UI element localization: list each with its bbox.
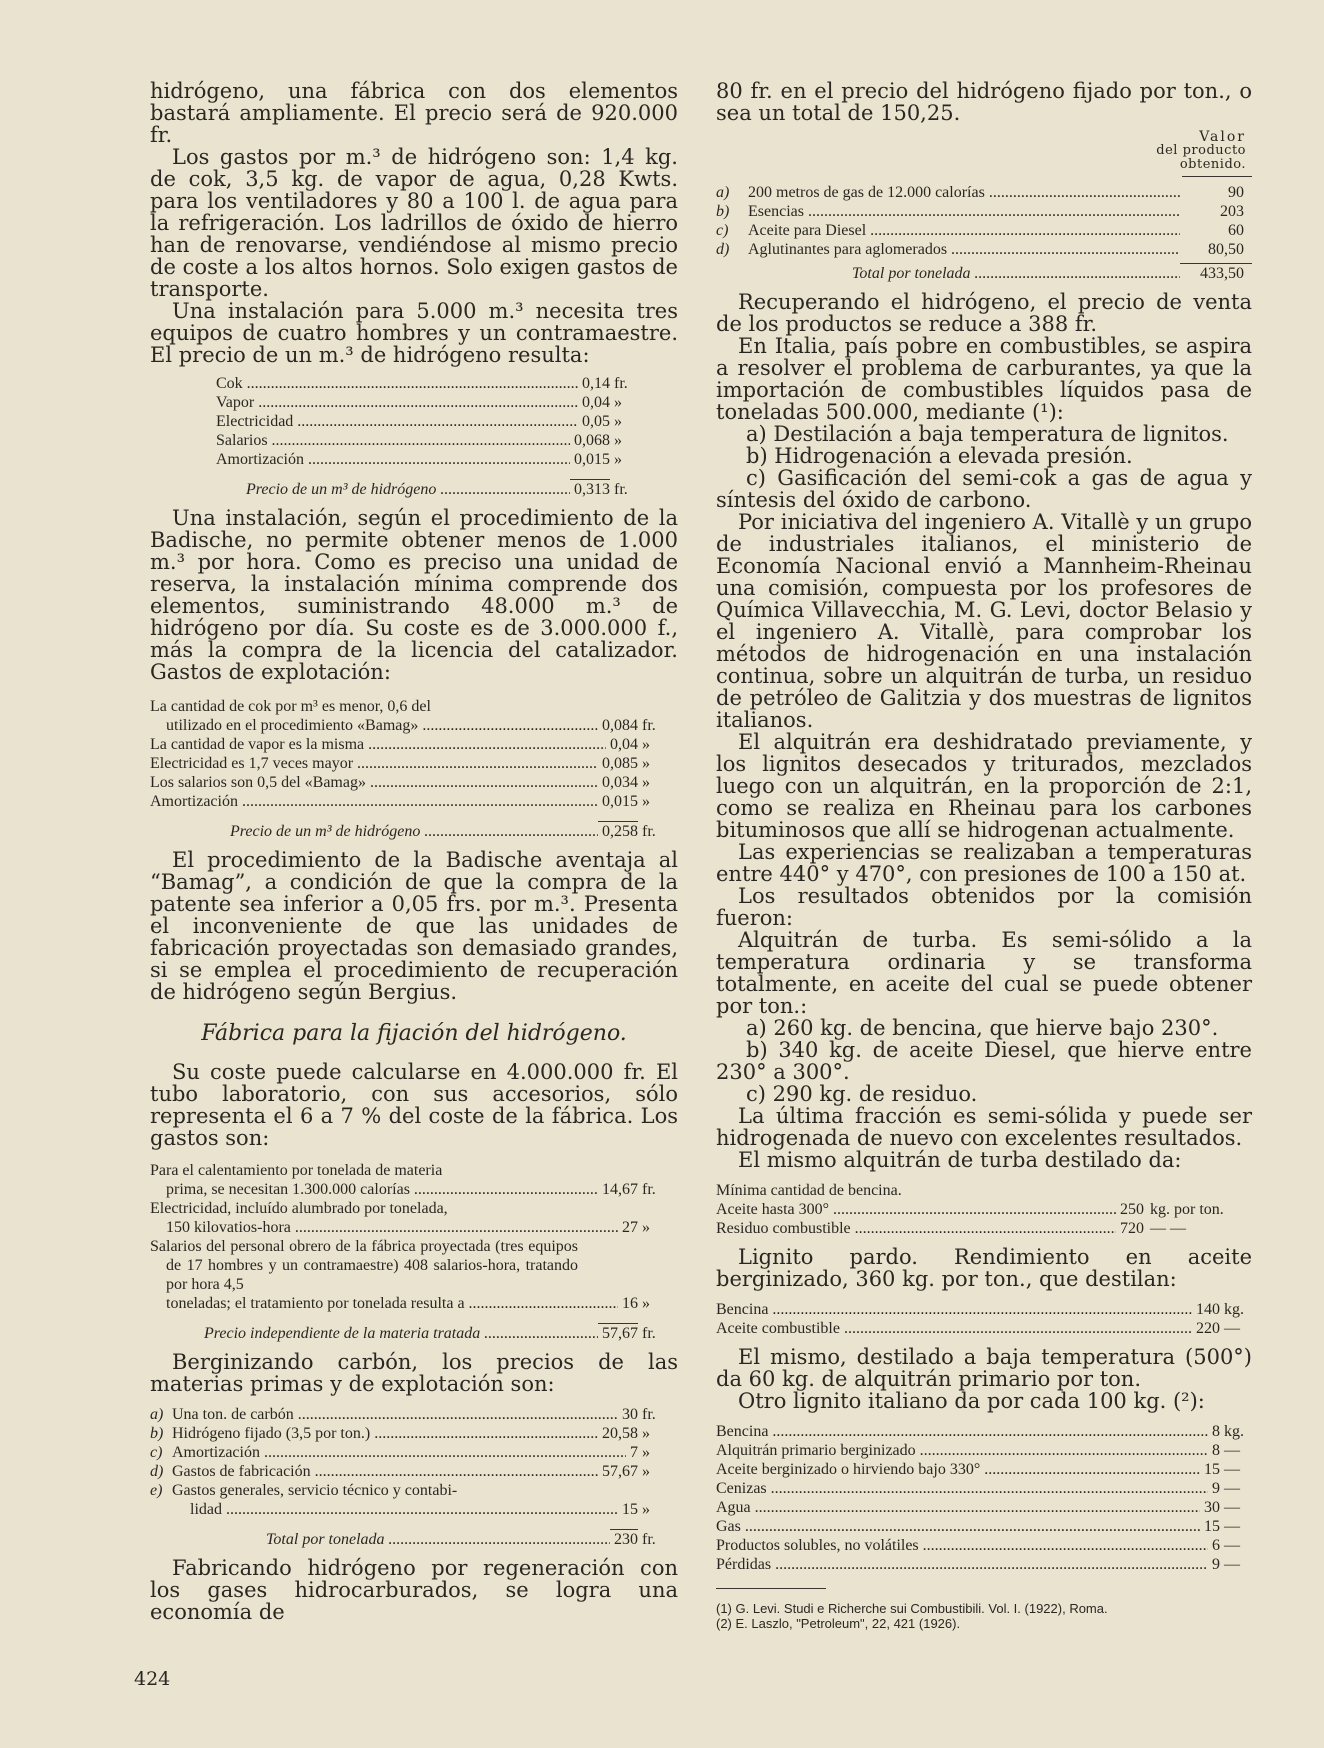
- paragraph: El mismo alquitrán de turba destilado da:: [738, 1148, 1182, 1172]
- table-row: Amortización ..... 0,015 »: [150, 792, 670, 811]
- header-line: obtenido.: [1179, 157, 1246, 172]
- paragraph: En Italia, país pobre en combustibles, se aspira a resolver el problema de carburantes, ya que la importación de combustibles líquidos pasa de toneladas 500.000, mediante (¹):: [716, 334, 1252, 424]
- table-row: utilizado en el procedimiento «Bamag» ..... 0,084 fr.: [150, 716, 670, 735]
- footnote: (2) E. Laszlo, "Petroleum", 22, 421 (1926).: [716, 1616, 961, 1631]
- paragraph: Los resultados obtenidos por la comisión fueron:: [716, 884, 1252, 930]
- paragraph: Por iniciativa del ingeniero A. Vitallè y un grupo de industriales italianos, el ministerio de Economía Nacional envió a Mannheim-Rheinau una comisión, compuesta por los profesores de Química Villavecchia, M. G. Levi, doctor Belasio y el ingeniero A. Vitallè, para comprobar los métodos de hidrogenación en una instalación continua, sobre un alquitrán de turba, un residuo de petróleo de Galitzia y dos muestras de lignitos italianos.: [716, 510, 1252, 732]
- paragraph: El mismo, destilado a baja temperatura (500°) da 60 kg. de alquitrán primario por ton.: [716, 1345, 1252, 1391]
- paragraph: Una instalación, según el procedimiento de la Badische, no permite obtener menos de 1.000 m.³ por hora. Como es preciso una unidad de reserva, la instalación mínima comprende dos elementos, suministrando 48.000 m.³ de hidrógeno por día. Su coste es de 3.000.000 f., más la compra de la licencia del catalizador. Gastos de explotación:: [150, 506, 678, 684]
- table-row: Salarios ..... 0,068 »: [216, 431, 642, 450]
- cost-table-1: [216, 374, 642, 499]
- paragraph: Berginizando carbón, los precios de las materias primas y de explotación son:: [150, 1350, 678, 1396]
- table-note: Electricidad, incluído alumbrado por tonelada,: [150, 1200, 448, 1217]
- header-line: Valor: [1199, 129, 1246, 145]
- table-row: Residuo combustible ..... 720 — —: [716, 1219, 1252, 1238]
- value-column-header: [716, 130, 1252, 172]
- list-item: b) 340 kg. de aceite Diesel, que hierve entre 230° a 300°.: [716, 1038, 1252, 1084]
- paragraph: Una instalación para 5.000 m.³ necesita tres equipos de cuatro hombres y un contramaestre. El precio de un m.³ de hidrógeno resulta:: [150, 299, 678, 367]
- table-row: d) Gastos de fabricación ..... 57,67 »: [150, 1462, 670, 1481]
- table-row: Aceite berginizado o hirviendo bajo 330° ..... 15 —: [716, 1460, 1252, 1479]
- table-row: Aceite combustible ..... 220 —: [716, 1319, 1252, 1338]
- table-note: La cantidad de cok por m³ es menor, 0,6 del: [150, 698, 431, 715]
- paragraph: El procedimiento de la Badische aventaja al “Bamag”, a condición de que la compra de la patente sea inferior a 0,05 frs. por m.³. Presenta el inconveniente de que las unidades de fabricación proyectadas son demasiado grandes, si se emplea el procedimiento de recuperación de hidrógeno según Bergius.: [150, 848, 678, 1004]
- table-row: b) Hidrógeno fijado (3,5 por ton.) ..... 20,58 »: [150, 1424, 670, 1443]
- paragraph: El alquitrán era deshidratado previamente, y los lignitos desecados y triturados, mezclados luego con un alquitrán, en la proporción de 2:1, como se realiza en Rheinau para los carbones bituminosos que allí se hidrogenan actualmente.: [716, 730, 1252, 842]
- table-row: e) Gastos generales, servicio técnico y contabi-: [150, 1482, 458, 1499]
- table-note: Para el calentamiento por tonelada de materia: [150, 1162, 443, 1179]
- table-row: La cantidad de vapor es la misma ..... 0,04 »: [150, 735, 670, 754]
- paragraph: Otro lignito italiano da por cada 100 kg. (²):: [738, 1389, 1205, 1413]
- paragraph: Su coste puede calcularse en 4.000.000 fr. El tubo laboratorio, con sus accesorios, sólo representa el 6 a 7 % del coste de la fábrica. Los gastos son:: [150, 1060, 678, 1150]
- table-note: Salarios del personal obrero de la fábrica proyectada (tres equipos de 17 hombres y un contramaestre) 408 salarios-hora, tratando por hora 4,5: [150, 1238, 578, 1293]
- table-row: Amortización ..... 0,015 »: [216, 450, 642, 469]
- table-total: Precio de un m³ de hidrógeno ..... 0,258 fr.: [150, 821, 670, 841]
- cost-table-2: [150, 697, 670, 841]
- list-item: a) Destilación a baja temperatura de lignitos.: [746, 422, 1229, 446]
- table-row: Bencina ..... 8 kg.: [716, 1422, 1252, 1441]
- table-total: Precio independiente de la materia tratada ..... 57,67 fr.: [150, 1323, 670, 1343]
- table-note: Mínima cantidad de bencina.: [716, 1182, 902, 1199]
- paragraph: La última fracción es semi-sólida y puede ser hidrogenada de nuevo con excelentes resultados.: [716, 1104, 1252, 1150]
- paragraph: hidrógeno, una fábrica con dos elementos bastará ampliamente. El precio será de 920.000 fr.: [150, 79, 678, 147]
- table-row: c) Aceite para Diesel ..... 60: [716, 221, 1252, 240]
- table-row: Cenizas ..... 9 —: [716, 1479, 1252, 1498]
- table-row: c) Amortización ..... 7 »: [150, 1443, 670, 1462]
- table-row: Productos solubles, no volátiles ..... 6 —: [716, 1536, 1252, 1555]
- table-row: Bencina ..... 140 kg.: [716, 1300, 1252, 1319]
- table-row: Los salarios son 0,5 del «Bamag» ..... 0,034 »: [150, 773, 670, 792]
- paragraph: Lignito pardo. Rendimiento en aceite berginizado, 360 kg. por ton., que destilan:: [716, 1245, 1252, 1291]
- footnotes: [716, 1597, 1252, 1631]
- page-number: 424: [134, 1668, 171, 1690]
- cost-table-3: [150, 1161, 670, 1343]
- table-row: toneladas; el tratamiento por tonelada resulta a ..... 16 »: [150, 1294, 670, 1313]
- paragraph: Recuperando el hidrógeno, el precio de venta de los productos se reduce a 388 fr.: [716, 290, 1252, 336]
- divider: [1182, 176, 1252, 177]
- paragraph: Alquitrán de turba. Es semi-sólido a la temperatura ordinaria y se transforma totalmente, en aceite del cual se puede obtener por ton.:: [716, 928, 1252, 1018]
- footnote-divider: [716, 1588, 826, 1589]
- section-heading: Fábrica para la fijación del hidrógeno.: [201, 1021, 627, 1046]
- distillation-table-1: [716, 1181, 1252, 1238]
- table-row: b) Esencias ..... 203: [716, 202, 1252, 221]
- table-row: a) 200 metros de gas de 12.000 calorías ..... 90: [716, 183, 1252, 202]
- header-line: del producto: [1156, 143, 1246, 158]
- lignite-yield-table: [716, 1422, 1252, 1574]
- distillation-table-2: [716, 1300, 1252, 1338]
- table-row: Vapor ..... 0,04 »: [216, 393, 642, 412]
- table-row: Aceite hasta 300° ..... 250 kg. por ton.: [716, 1200, 1252, 1219]
- table-total: Total por tonelada ..... 230 fr.: [150, 1529, 670, 1549]
- right-column: [716, 80, 1252, 1631]
- table-row: Cok ..... 0,14 fr.: [216, 374, 642, 393]
- table-row: Electricidad ..... 0,05 »: [216, 412, 642, 431]
- table-row: Alquitrán primario berginizado ..... 8 —: [716, 1441, 1252, 1460]
- list-item: a) 260 kg. de bencina, que hierve bajo 230°.: [746, 1016, 1219, 1040]
- table-row: a) Una ton. de carbón ..... 30 fr.: [150, 1405, 670, 1424]
- list-item: c) 290 kg. de residuo.: [746, 1082, 978, 1106]
- table-row: Gas ..... 15 —: [716, 1517, 1252, 1536]
- table-row: prima, se necesitan 1.300.000 calorías ..... 14,67 fr.: [150, 1180, 670, 1199]
- paragraph: 80 fr. en el precio del hidrógeno fijado por ton., o sea un total de 150,25.: [716, 79, 1252, 125]
- table-total: Precio de un m³ de hidrógeno ..... 0,313 fr.: [216, 479, 642, 499]
- cost-table-4: [150, 1405, 670, 1549]
- left-column: [150, 80, 678, 1623]
- table-row: Electricidad es 1,7 veces mayor ..... 0,085 »: [150, 754, 670, 773]
- table-row: lidad ..... 15 »: [150, 1500, 670, 1519]
- list-item: c) Gasificación del semi-cok a gas de agua y síntesis del óxido de carbono.: [716, 466, 1252, 512]
- table-row: Agua ..... 30 —: [716, 1498, 1252, 1517]
- product-value-table: [716, 183, 1252, 283]
- footnote: (1) G. Levi. Studi e Richerche sui Combustibili. Vol. I. (1922), Roma.: [716, 1601, 1108, 1616]
- table-row: 150 kilovatios-hora ..... 27 »: [150, 1218, 670, 1237]
- table-row: d) Aglutinantes para aglomerados ..... 80,50: [716, 240, 1252, 259]
- table-total: Total por tonelada ..... 433,50: [716, 263, 1252, 283]
- list-item: b) Hidrogenación a elevada presión.: [746, 444, 1133, 468]
- table-row: Pérdidas ..... 9 —: [716, 1555, 1252, 1574]
- paragraph: Los gastos por m.³ de hidrógeno son: 1,4 kg. de cok, 3,5 kg. de vapor de agua, 0,28 Kwts. para los ventiladores y 80 a 100 l. de agua para la refrigeración. Los ladrillos de óxido de hierro han de renovarse, vendiéndose al mismo precio de coste a los altos hornos. Solo exigen gastos de transporte.: [150, 145, 678, 301]
- paragraph: Fabricando hidrógeno por regeneración con los gases hidrocarburados, se logra una economía de: [150, 1556, 678, 1624]
- paragraph: Las experiencias se realizaban a temperaturas entre 440° y 470°, con presiones de 100 a 150 at.: [716, 840, 1252, 886]
